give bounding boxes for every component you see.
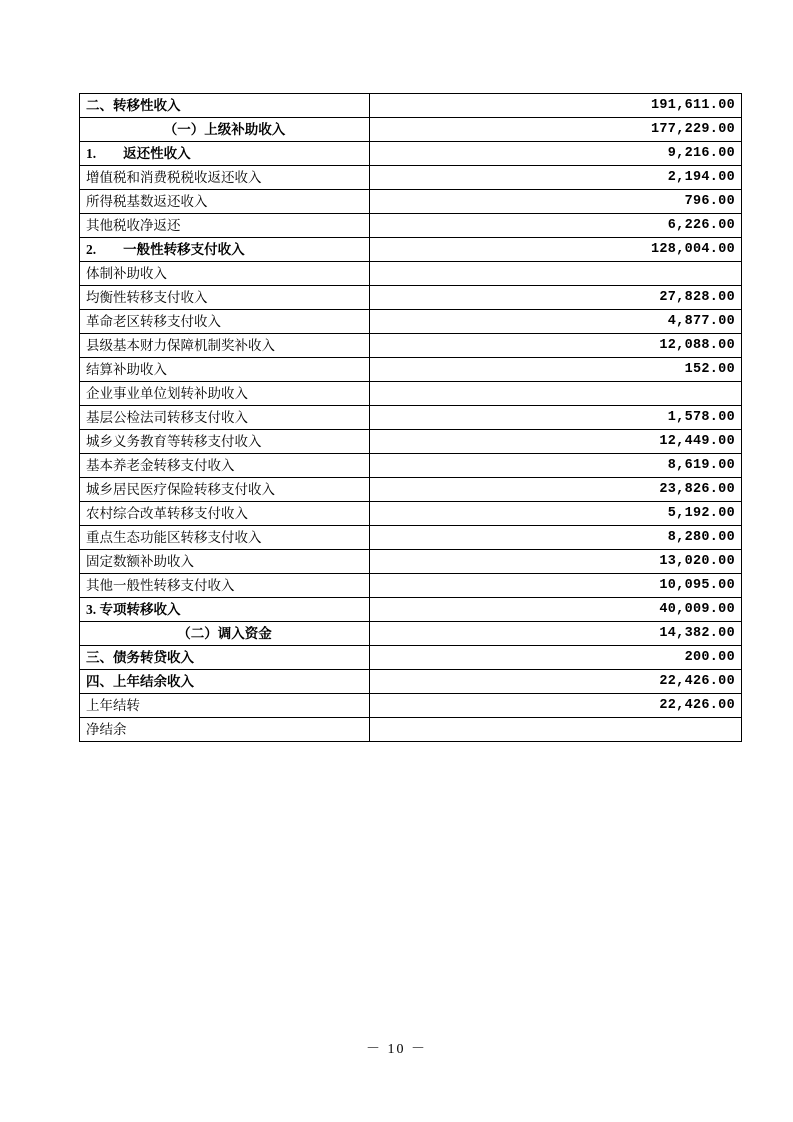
row-label: （一）上级补助收入 (80, 118, 370, 142)
page-number: － 10 － (366, 1042, 427, 1057)
row-value: 152.00 (370, 358, 742, 382)
row-label: 1. 返还性收入 (80, 142, 370, 166)
row-value: 12,449.00 (370, 430, 742, 454)
row-label: 城乡居民医疗保险转移支付收入 (80, 478, 370, 502)
row-label: 净结余 (80, 718, 370, 742)
row-value: 191,611.00 (370, 94, 742, 118)
row-label: 革命老区转移支付收入 (80, 310, 370, 334)
table-row (80, 430, 742, 454)
table-row (80, 310, 742, 334)
table-row (80, 454, 742, 478)
row-label: （二）调入资金 (80, 622, 370, 646)
row-label: 所得税基数返还收入 (80, 190, 370, 214)
table-row (80, 574, 742, 598)
table-row (80, 718, 742, 742)
row-label: 县级基本财力保障机制奖补收入 (80, 334, 370, 358)
row-label: 城乡义务教育等转移支付收入 (80, 430, 370, 454)
row-label: 2. 一般性转移支付收入 (80, 238, 370, 262)
table-row (80, 214, 742, 238)
row-value: 8,619.00 (370, 454, 742, 478)
table-row (80, 334, 742, 358)
table-row (80, 478, 742, 502)
row-value: 13,020.00 (370, 550, 742, 574)
table-row (80, 358, 742, 382)
row-value: 6,226.00 (370, 214, 742, 238)
row-label: 上年结转 (80, 694, 370, 718)
table-body (80, 94, 742, 742)
row-value: 12,088.00 (370, 334, 742, 358)
row-value: 10,095.00 (370, 574, 742, 598)
row-label: 3. 专项转移收入 (80, 598, 370, 622)
row-value: 14,382.00 (370, 622, 742, 646)
row-value: 9,216.00 (370, 142, 742, 166)
row-value: 1,578.00 (370, 406, 742, 430)
row-value: 796.00 (370, 190, 742, 214)
table-row (80, 262, 742, 286)
row-value: 27,828.00 (370, 286, 742, 310)
table-row (80, 142, 742, 166)
transfer-income-table (79, 93, 742, 742)
row-label: 三、债务转贷收入 (80, 646, 370, 670)
row-value: 4,877.00 (370, 310, 742, 334)
table-row (80, 670, 742, 694)
table-row (80, 166, 742, 190)
table-row (80, 622, 742, 646)
row-value: 128,004.00 (370, 238, 742, 262)
table-row (80, 406, 742, 430)
row-label: 其他税收净返还 (80, 214, 370, 238)
row-value: 5,192.00 (370, 502, 742, 526)
row-label: 二、转移性收入 (80, 94, 370, 118)
row-value: 23,826.00 (370, 478, 742, 502)
row-value: 22,426.00 (370, 670, 742, 694)
row-value: 200.00 (370, 646, 742, 670)
row-value (370, 382, 742, 406)
table-row (80, 694, 742, 718)
row-value (370, 262, 742, 286)
row-label: 重点生态功能区转移支付收入 (80, 526, 370, 550)
table-row (80, 238, 742, 262)
table-row (80, 502, 742, 526)
row-label: 其他一般性转移支付收入 (80, 574, 370, 598)
row-label: 基层公检法司转移支付收入 (80, 406, 370, 430)
row-value: 177,229.00 (370, 118, 742, 142)
table-row (80, 190, 742, 214)
table-row (80, 94, 742, 118)
row-label: 固定数额补助收入 (80, 550, 370, 574)
row-value: 22,426.00 (370, 694, 742, 718)
table-row (80, 118, 742, 142)
row-value: 8,280.00 (370, 526, 742, 550)
table-row (80, 286, 742, 310)
row-value: 40,009.00 (370, 598, 742, 622)
row-label: 企业事业单位划转补助收入 (80, 382, 370, 406)
row-label: 增值税和消费税税收返还收入 (80, 166, 370, 190)
row-value: 2,194.00 (370, 166, 742, 190)
row-label: 体制补助收入 (80, 262, 370, 286)
row-label: 农村综合改革转移支付收入 (80, 502, 370, 526)
row-label: 四、上年结余收入 (80, 670, 370, 694)
row-label: 基本养老金转移支付收入 (80, 454, 370, 478)
row-label: 结算补助收入 (80, 358, 370, 382)
table-row (80, 382, 742, 406)
row-value (370, 718, 742, 742)
row-label: 均衡性转移支付收入 (80, 286, 370, 310)
table-row (80, 646, 742, 670)
budget-table-container (79, 93, 735, 742)
table-row (80, 598, 742, 622)
table-row (80, 526, 742, 550)
table-row (80, 550, 742, 574)
